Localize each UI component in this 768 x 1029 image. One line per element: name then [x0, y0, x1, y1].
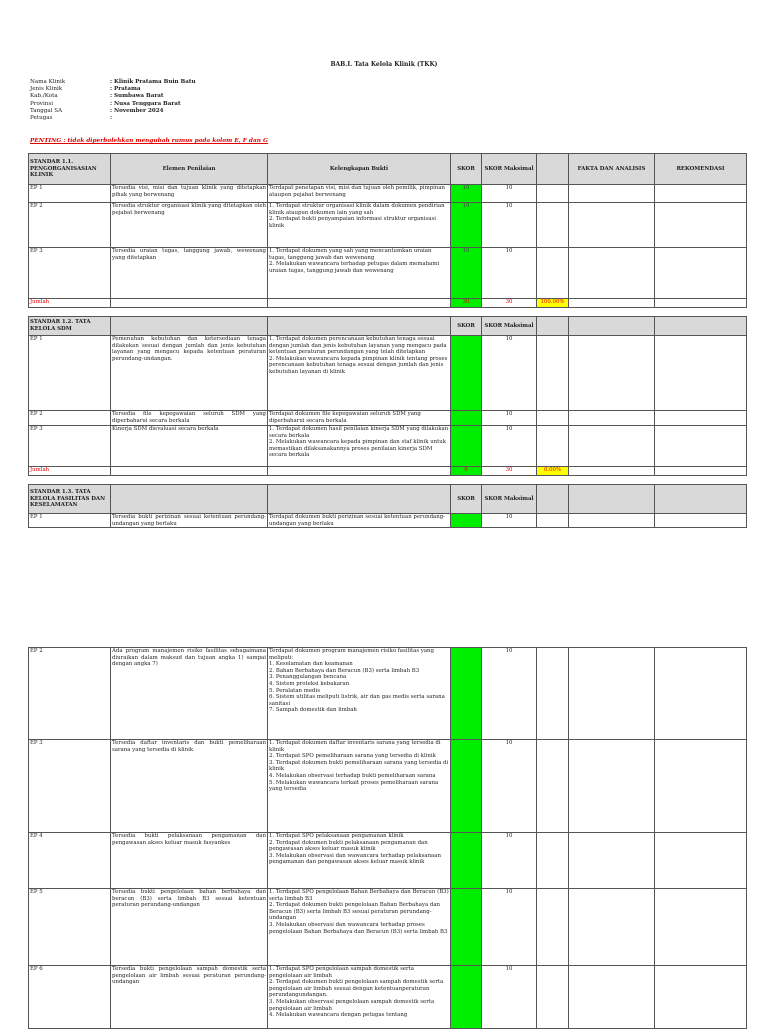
ep-code: EP 2 [29, 203, 111, 248]
info-value: : Nusa Tenggara Barat [110, 100, 181, 107]
elemen-penilaian: Tersedia visi, misi dan tujuan klinik yang ditetapkan pihak yang berwenang [111, 185, 268, 203]
table-row [29, 833, 747, 889]
elemen-penilaian: Tersedia daftar inventaris dan bukti pemeliharaan sarana yang tersedia di klinik [111, 740, 268, 833]
blank-cell [537, 889, 569, 966]
table-row [29, 336, 747, 411]
ep-code: EP 3 [29, 426, 111, 467]
kelengkapan-bukti: 1. Terdapat dokumen perencanaan kebutuhan tenaga sesuai dengan jumlah dan jenis kebutuhan layanan yang mengacu pada ketentuan peraturan perundangan yang telah ditetapkan 2. Melakukan wawancara kepada pimpinan klinik tentang proses perencanaan kebutuhan tenaga sesuai dengan jumlah dan jenis kebutuhan layanan di klinik [268, 336, 451, 411]
table-row [29, 203, 747, 248]
spacer-cell [111, 476, 268, 485]
blank-cell [111, 467, 268, 476]
info-label: Jenis Klinik [30, 86, 63, 93]
elemen-penilaian: Tersedia struktur organisasi klinik yang ditetapkan oleh pejabat berwenang [111, 203, 268, 248]
ep-code: EP 1 [29, 185, 111, 203]
sum-skor-maksimal: 30 [482, 299, 537, 308]
blank-cell [537, 740, 569, 833]
info-value: : Klinik Pratama Buin Batu [110, 79, 196, 85]
header-blank [537, 485, 569, 514]
info-value: : Sumbawa Barat [110, 93, 164, 100]
info-label: Nama Klinik [30, 79, 66, 85]
skor-cell [451, 411, 482, 426]
spacer-cell [537, 476, 569, 485]
spacer-cell [451, 476, 482, 485]
blank-cell [537, 411, 569, 426]
blank-cell [537, 248, 569, 299]
sum-skor-maksimal: 30 [482, 467, 537, 476]
rekomendasi-cell [655, 411, 747, 426]
table-row [29, 966, 747, 1029]
blank-cell [537, 648, 569, 740]
skor-maksimal-cell: 10 [482, 411, 537, 426]
rekomendasi-cell [655, 648, 747, 740]
skor-cell [451, 426, 482, 467]
table-row [29, 185, 747, 203]
table-row [29, 648, 747, 740]
skor-cell [451, 740, 482, 833]
fakta-cell [569, 426, 655, 467]
fakta-cell [569, 648, 655, 740]
kelengkapan-bukti: 1. Terdapat SPO pengelolaan sampah domestik serta pengelolaan air limbah 2. Terdapat dokumen bukti pengelolaan sampah domestik serta pengelolaan air limbah sesuai dengan ketentuanperaturan perundangundangan. 3. Melakukan observasi pengelolaan sampah domestik serta pengelolaan air limbah 4. Melakukan wawancara dengan petugas tentang [268, 966, 451, 1029]
kelengkapan-bukti: 1. Terdapat SPO pelaksanaan pengamanan klinik 2. Terdapat dokumen bukti pelaksanaan pengamanan dan pengawasan akses keluar masuk klinik 3. Melakukan observasi dan wawancara terhadap pelaksanaan pengamanan dan pengawasan akses keluar masuk klinik [268, 833, 451, 889]
spacer-cell [655, 476, 747, 485]
skor-maksimal-cell: 10 [482, 248, 537, 299]
info-value: : November 2024 [110, 107, 164, 114]
header-bukti [268, 485, 451, 514]
rekomendasi-cell [655, 336, 747, 411]
fakta-cell [569, 248, 655, 299]
info-row [30, 86, 196, 93]
ep-code: EP 3 [29, 248, 111, 299]
table-row [29, 740, 747, 833]
rekomendasi-cell [655, 740, 747, 833]
skor-cell [451, 336, 482, 411]
fakta-cell [569, 966, 655, 1029]
ep-code: EP 5 [29, 889, 111, 966]
elemen-penilaian: Ada program manajemen risiko fasilitas sebagaimana diuraikan dalam maksud dan tujuan angka 1) sampai dengan angka 7) [111, 648, 268, 740]
blank-cell [268, 467, 451, 476]
blank-cell [537, 966, 569, 1029]
kelengkapan-bukti: 1. Terdapat dokumen daftar inventaris sarana yang tersedia di klinik 2. Terdapat SPO pemeliharaan sarana yang tersedia di klinik 3. Terdapat dokumen bukti pemeliharaan sarana yang tersedia di klinik 4. Melakukan observasi terhadap bukti pemeliharaan sarana 5. Melakukan wawancara terkait proses pemeliharaan sarana yang tersedia [268, 740, 451, 833]
info-value: : [110, 115, 113, 122]
spacer-cell [451, 308, 482, 317]
section-title: STANDAR 1.1. PENGORGANISASIAN KLINIK [29, 154, 111, 185]
elemen-penilaian: Tersedia bukti pelaksanaan pengamanan dan pengawasan akses keluar masuk fasyankes [111, 833, 268, 889]
elemen-penilaian: Tersedia bukti pengelolaan bahan berbahaya dan beracun (B3) serta limbah B3 sesuai ketentuan peraturan perundang-undangan [111, 889, 268, 966]
sum-skor: 0 [451, 467, 482, 476]
skor-cell [451, 966, 482, 1029]
spacer-row [29, 476, 747, 485]
info-value: : Pratama [110, 86, 141, 93]
spacer-cell [268, 308, 451, 317]
section-header-row [29, 154, 747, 185]
skor-maksimal-cell: 10 [482, 514, 537, 528]
skor-maksimal-cell: 10 [482, 336, 537, 411]
table-row [29, 889, 747, 966]
section-header-row [29, 485, 747, 514]
spacer-cell [482, 476, 537, 485]
blank-cell [537, 426, 569, 467]
skor-cell [451, 648, 482, 740]
info-row [30, 115, 196, 122]
fakta-cell [569, 889, 655, 966]
blank-cell [537, 336, 569, 411]
ep-code: EP 6 [29, 966, 111, 1029]
header-fakta [569, 485, 655, 514]
sum-skor: 30 [451, 299, 482, 308]
skor-cell [451, 833, 482, 889]
header-rekomendasi: REKOMENDASI [655, 154, 747, 185]
header-skor: SKOR [451, 154, 482, 185]
sum-label: Jumlah [29, 467, 111, 476]
section-title: STANDAR 1.3. TATA KELOLA FASILITAS DAN KESELAMATAN [29, 485, 111, 514]
skor-maksimal-cell: 10 [482, 966, 537, 1029]
blank-cell [537, 514, 569, 528]
elemen-penilaian: Pemenuhan kebutuhan dan ketersediaan tenaga dilakukan sesuai dengan jumlah dan jenis kebutuhan layanan yang mengacu kepada ketentuan peraturan perundang-undangan. [111, 336, 268, 411]
elemen-penilaian: Tersedia uraian tugas, tanggung jawab, wewenang yang ditetapkan [111, 248, 268, 299]
skor-maksimal-cell: 10 [482, 740, 537, 833]
info-label: Tanggal SA [30, 107, 63, 114]
table-row [29, 426, 747, 467]
info-row [30, 108, 196, 115]
elemen-penilaian: Tersedia file kepegawaian seluruh SDM yang diperbaharui secara berkala [112, 411, 266, 424]
fakta-cell [569, 411, 655, 426]
clinic-info [30, 79, 196, 122]
header-elemen [111, 317, 268, 336]
blank-cell [537, 203, 569, 248]
blank-cell [537, 185, 569, 203]
fakta-cell [569, 833, 655, 889]
ep-code: EP 2 [29, 411, 111, 426]
info-label: Kab./Kota [30, 93, 58, 100]
sum-row [29, 467, 747, 476]
rekomendasi-cell [655, 185, 747, 203]
kelengkapan-bukti: 1. Terdapat SPO pengelolaan Bahan Berbahaya dan Beracun (B3) serta limbah B3 2. Terdapat dokumen bukti pengelolaan Bahan Berbahaya dan Beracun (B3) serta limbah B3 sesuai peraturan perundang-undangan 3. Melakukan observasi dan wawancara terhadap proses pengelolaan Bahan Berbahaya dan Beracun (B3) serta limbah B3 [268, 889, 451, 966]
elemen-penilaian: Kinerja SDM dievaluasi secara berkala [111, 426, 268, 467]
sum-percentage: 0.00% [537, 467, 569, 476]
info-row [30, 79, 196, 86]
blank-cell [569, 299, 655, 308]
spacer-cell [569, 476, 655, 485]
table-row [29, 514, 747, 528]
spacer-cell [569, 308, 655, 317]
kelengkapan-bukti: Terdapat dokumen file kepegawaian seluruh SDM yang diperbaharui secara berkala [268, 411, 451, 426]
elemen-penilaian: Tersedia bukti pengelolaan sampah domestik serta pengelolaan air limbah sesuai peraturan perundang-undangan [111, 966, 268, 1029]
blank-cell [569, 467, 655, 476]
header-fakta: FAKTA DAN ANALISIS [569, 154, 655, 185]
rekomendasi-cell [655, 889, 747, 966]
header-rekomendasi [655, 317, 747, 336]
fakta-cell [569, 336, 655, 411]
rekomendasi-cell [655, 248, 747, 299]
blank-cell [111, 299, 268, 308]
header-rekomendasi [655, 485, 747, 514]
spacer-cell [29, 476, 111, 485]
sum-percentage: 100.00% [537, 299, 569, 308]
header-blank [537, 317, 569, 336]
fakta-cell [569, 514, 655, 528]
header-skor: SKOR [451, 317, 482, 336]
blank-cell [268, 299, 451, 308]
header-skor-maksimal: SKOR Maksimal [482, 317, 537, 336]
rekomendasi-cell [655, 514, 747, 528]
blank-cell [655, 299, 747, 308]
header-elemen [111, 485, 268, 514]
skor-cell: 10 [451, 248, 482, 299]
section-title: STANDAR 1.2. TATA KELOLA SDM [29, 317, 111, 336]
sum-row [29, 299, 747, 308]
kelengkapan-bukti: 1. Terdapat dokumen yang sah yang mencantumkan uraian tugas, tanggung jawab dan wewenang 2. Melakukan wawancara terhadap petugas dalam memahami uraian tugas, tanggung jawab dan wewenang [268, 248, 451, 299]
blank-cell [655, 467, 747, 476]
elemen-penilaian: Tersedia bukti perizinan sesuai ketentuan perundang-undangan yang berlaku [112, 514, 266, 527]
skor-maksimal-cell: 10 [482, 648, 537, 740]
info-row [30, 93, 196, 100]
spacer-row [29, 308, 747, 317]
section-header-row [29, 317, 747, 336]
ep-code: EP 4 [29, 833, 111, 889]
header-elemen: Elemen Penilaian [111, 154, 268, 185]
skor-cell [451, 889, 482, 966]
info-label: Provinsi [30, 100, 54, 107]
spacer-cell [655, 308, 747, 317]
header-bukti: Kelengkapan Bukti [268, 154, 451, 185]
skor-cell: 10 [451, 185, 482, 203]
fakta-cell [569, 740, 655, 833]
skor-cell [451, 514, 482, 528]
kelengkapan-bukti: 1. Terdapat struktur organisasi klinik dalam dokumen pendirian klinik ataupun dokumen lain yang sah 2. Terdapat bukti penyampaian informasi struktur organisasi klinik [268, 203, 451, 248]
header-bukti [268, 317, 451, 336]
skor-maksimal-cell: 10 [482, 185, 537, 203]
sum-label: Jumlah [29, 299, 111, 308]
kelengkapan-bukti: 1. Terdapat dokumen hasil penilaian kinerja SDM yang dilakukan secara berkala 2. Melakukan wawancara kepada pimpinan dan staf klinik untuk memastikan dilaksanakannya proses penilaian kinerja SDM secara berkala [268, 426, 451, 467]
ep-code: EP 3 [29, 740, 111, 833]
skor-maksimal-cell: 10 [482, 426, 537, 467]
header-blank [537, 154, 569, 185]
document-title: BAB.I. Tata Kelola Klinik (TKK) [330, 61, 438, 68]
ep-code: EP 1 [29, 514, 111, 528]
warning-notice: PENTING : tidak diperbolehkan mengubah rumus pada kolom E, F dan G [30, 138, 268, 144]
kelengkapan-bukti: Terdapat penetapan visi, misi dan tujuan oleh pemilik, pimpinan ataupun pejabat berwenang [268, 185, 451, 203]
header-skor-maksimal: SKOR Maksimal [482, 154, 537, 185]
header-skor: SKOR [451, 485, 482, 514]
rekomendasi-cell [655, 426, 747, 467]
spacer-cell [482, 308, 537, 317]
kelengkapan-bukti: Terdapat dokumen bukti perizinan sesuai ketentuan perundang-undangan yang berlaku [268, 514, 451, 528]
kelengkapan-bukti: Terdapat dokumen program manajemen risiko fasilitas yang meliputi: 1. Keselamatan dan keamanan 2. Bahan Berbahaya dan Beracun (B3) serta limbah B3 3. Penanggulangan bencana 4. Sistem proteksi kebakaran 5. Peralatan medis 6. Sistem utilitas meliputi listrik, air dan gas medis serta sarana sanitasi 7. Sampah domestik dan limbah [268, 648, 451, 740]
skor-maksimal-cell: 10 [482, 889, 537, 966]
ep-code: EP 1 [29, 336, 111, 411]
ep-code: EP 2 [29, 648, 111, 740]
assessment-table-continued [28, 647, 747, 1029]
skor-cell: 10 [451, 203, 482, 248]
header-skor-maksimal: SKOR Maksimal [482, 485, 537, 514]
rekomendasi-cell [655, 833, 747, 889]
blank-cell [537, 833, 569, 889]
skor-maksimal-cell: 10 [482, 833, 537, 889]
spacer-cell [268, 476, 451, 485]
assessment-table [28, 153, 747, 528]
info-row [30, 101, 196, 108]
info-label: Petugas [30, 115, 53, 122]
table-row [29, 248, 747, 299]
spacer-cell [111, 308, 268, 317]
header-fakta [569, 317, 655, 336]
rekomendasi-cell [655, 966, 747, 1029]
skor-maksimal-cell: 10 [482, 203, 537, 248]
spacer-cell [537, 308, 569, 317]
fakta-cell [569, 185, 655, 203]
rekomendasi-cell [655, 203, 747, 248]
table-row [29, 411, 747, 426]
spacer-cell [29, 308, 111, 317]
fakta-cell [569, 203, 655, 248]
